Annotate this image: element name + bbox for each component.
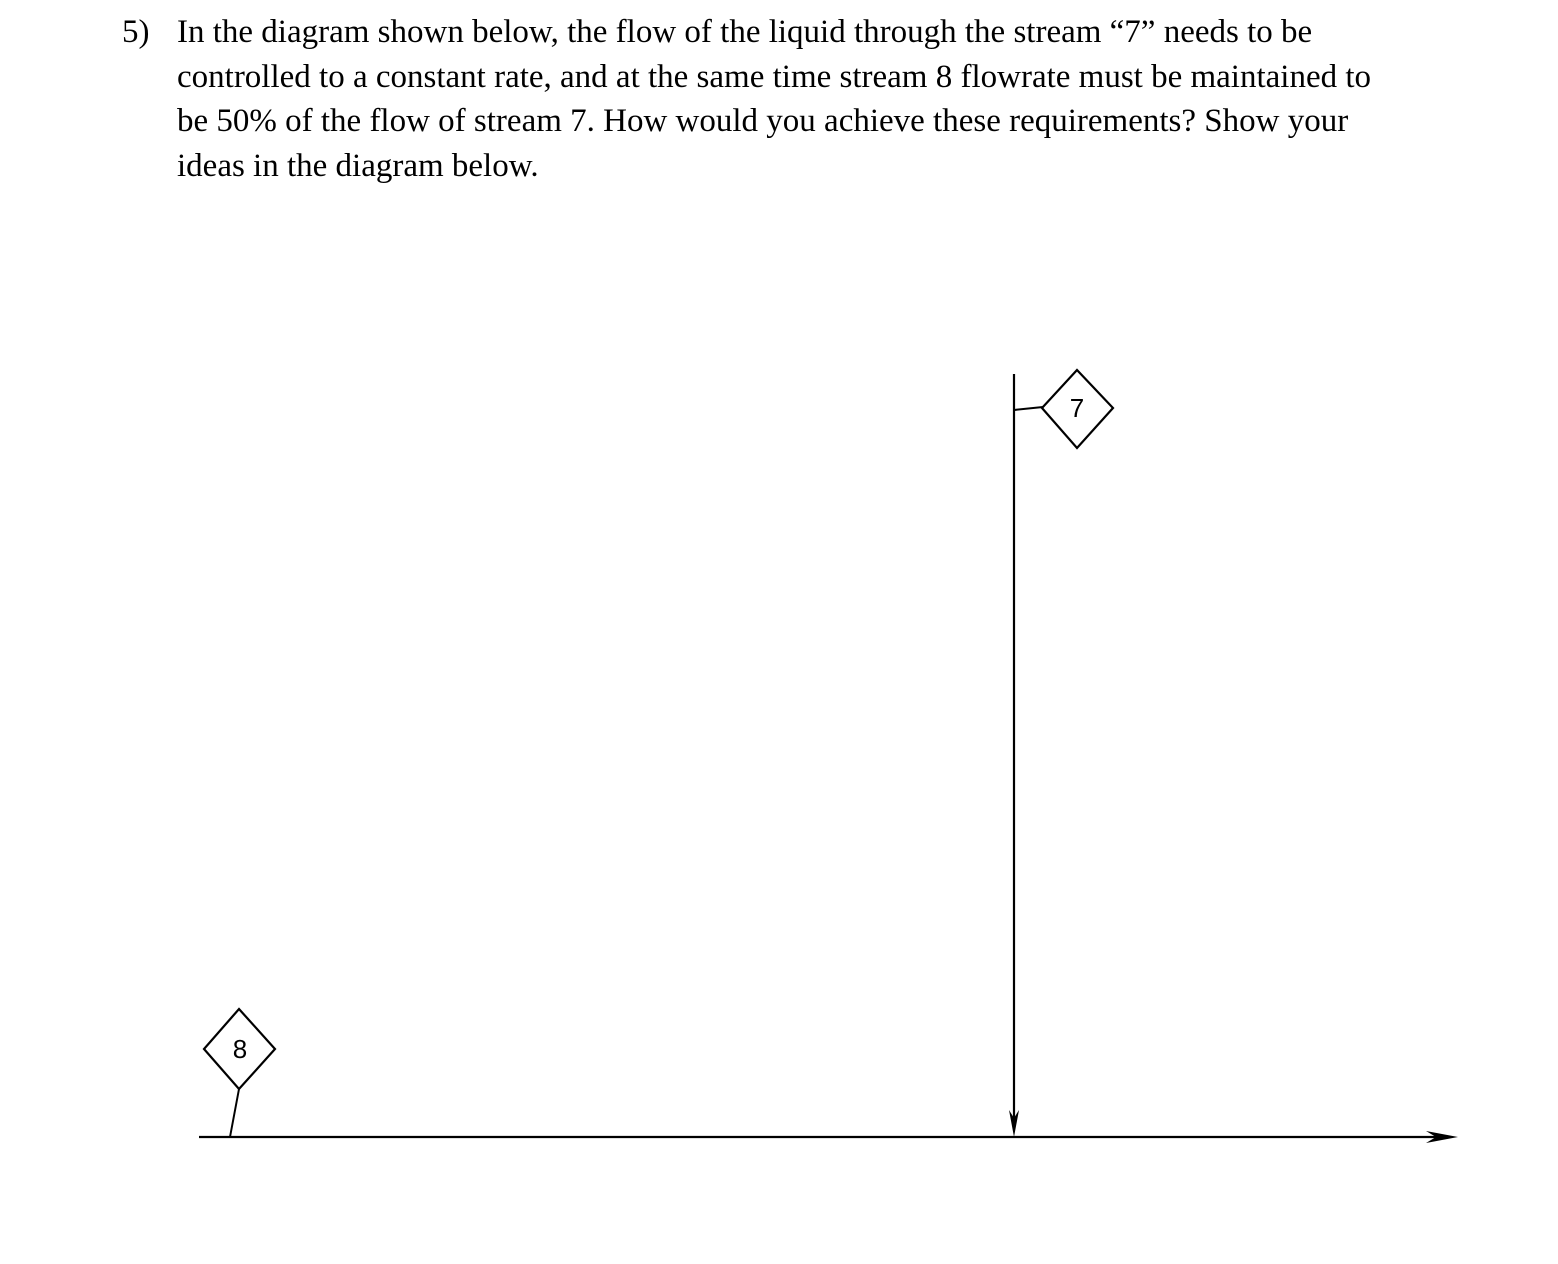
question-line: ideas in the diagram below. (177, 147, 539, 184)
stream-8-leader (230, 1089, 239, 1137)
stream-7-leader (1014, 407, 1043, 410)
question-line: In the diagram shown below, the flow of the liquid through the stream “7” needs to be (177, 14, 1313, 50)
question-line: be 50% of the flow of stream 7. How would you achieve these requirements? Show your (177, 103, 1349, 139)
question-number: 5) (122, 14, 150, 50)
stream-8-label: 8 (232, 1034, 248, 1064)
stream-7-label: 7 (1069, 393, 1085, 423)
question-line: controlled to a constant rate, and at the same time stream 8 flowrate must be maintained to (177, 58, 1372, 95)
